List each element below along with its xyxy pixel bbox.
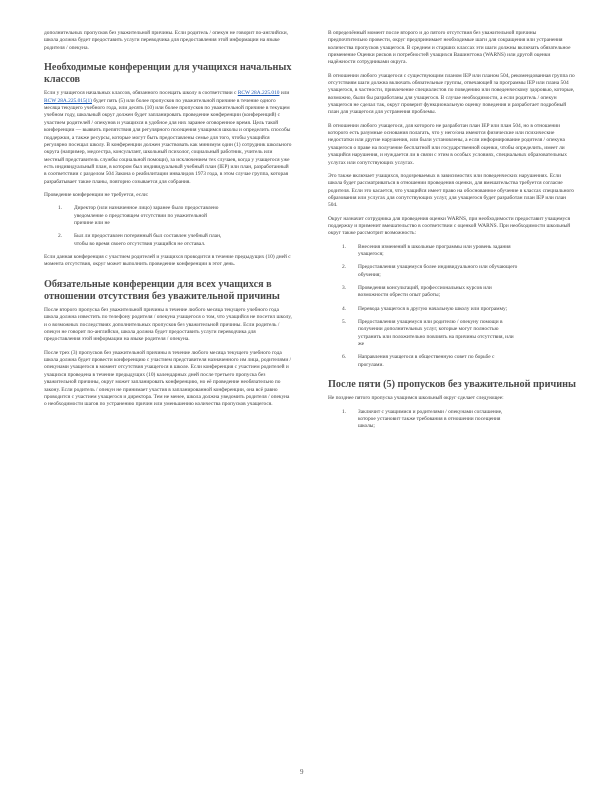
list-text: Был ли предоставлен потерянный был составлен учебный план, чтобы во время своего отсутствия учащийся не отставал.	[74, 233, 222, 247]
list-number: 6.	[342, 354, 347, 361]
paragraph: Округ назначит сотрудника для проведения оценки WARNS, при необходимости предоставит учащемуся поддержку и применит вмешательство в соответствии с оценкой WARNS. При необходимости школьный округ также рассмотрит возможность:	[328, 215, 571, 237]
paragraph: В определённый момент после второго и до пятого отсутствия без уважительной причины предпочтительно провести, округ предпринимает необходимые шаги для сокращения или устранения количества пропусков учащегося. В среднем и старших классах эти шаги должны включать обязательное применение Оценки рисков и потребностей учащихся Вашингтона (WARNS) или другой оценки надёжности сотрудниками округа.	[328, 30, 571, 66]
left-column	[44, 30, 292, 415]
paragraph: дополнительных пропусков без уважительной причины. Если родитель / опекун не говорит по-английски, школа должна будет предоставить услуги переводчика для предоставления этой информации на языке родителя / опекуна.	[44, 30, 288, 51]
paragraph: В отношении любого учащегося, для которого не разработан план IEP или план 504, но в отношении которого есть разумные основания полагать, что у него/она имеются физические или психические недостатки или другие нарушения, или были установлены, а если информирование родителя / опекуна учащегося о праве на получение бесплатной или государственной оценки, чтобы определить, имеет ли учащийся нарушения, и нуждается ли в связи с этим в особых условиях, специальных образовательных услугах или сопутствующих услугах.	[328, 122, 567, 166]
list-text: Директор (или назначенное лицо) заранее было предоставлено уведомление о предстоящем отсутствии по уважительной причине или не	[74, 205, 219, 226]
list-number: 5.	[342, 319, 347, 325]
list-number: 4.	[342, 305, 347, 312]
list-item	[44, 233, 292, 248]
text-run: или	[280, 90, 290, 97]
paragraph: Проведение конференции не требуется, если:	[44, 191, 149, 198]
rcw-link-1[interactable]: RCW 28A.225.010	[237, 90, 280, 97]
section-heading: После пяти (5) пропусков без уважительной причины	[328, 379, 576, 391]
list-number: 1.	[342, 408, 347, 415]
paragraph: Если данная конференция с участием родителей и учащихся проводится в течение предыдущих (10) дней с момента отсутствия, округ может выполнить проведение конференции в этот день.	[44, 253, 291, 268]
list-text: Предоставления учащемуся или родителю / опекуну помощи в получении дополнительных услуг, которые могут полностью устранить или положительно повлиять на причины отсутствия, или же	[358, 319, 514, 348]
list-item	[328, 306, 576, 313]
paragraph-with-links	[44, 90, 292, 185]
list-number: 2.	[342, 264, 347, 271]
list-item	[328, 354, 576, 369]
paragraph: Не позднее пятого пропуска учащимся школьный округ сделает следующее:	[328, 395, 504, 402]
list-text: Предоставления учащемуся более индивидуального или обучающего обучения;	[358, 264, 518, 278]
list-number: 1.	[342, 243, 347, 250]
list-item	[328, 319, 576, 348]
list-text: Перевода учащегося в другую начальную школу или программу;	[358, 305, 508, 312]
paragraph: В отношении любого учащегося с существующим планом IEP или планом 504, рекомендованная группа по отсутствиям шаги должна включать обязательные группы, отвечающей за программы IEP или плана 504 учащегося, в частности, привлечение специалистов по поведению или поведенческому здоровью, которые, возможно, были бы разработаны для учащегося. В случае необходимости, а если родитель / опекун учащегося не сделал так, округ проверит функциональную оценку поведения и разработает подробный план для учащегося для устранения проблемы.	[328, 72, 575, 116]
numbered-list	[328, 244, 576, 369]
paragraph: Это также включает учащихся, подозреваемых в зависимостях или поведенческих нарушениях. Если школа будет рассматриваться в отношении проведения оценки, для вмешательства требуется согласие родителя. Если это касается, что учащийся имеет право на обоснованное обучение в классах специального образования или услугах для сопутствующих услуг, для учащегося будет разработан план IEP или план 504.	[328, 172, 574, 209]
section-heading: Обязательные конференции для всех учащихся в отношении отсутствия без уважительной причины	[44, 278, 280, 302]
numbered-list	[328, 409, 576, 431]
right-column	[328, 30, 576, 437]
paragraph: После трех (3) пропусков без уважительной причины в течение любого месяца текущего учебного года школа должна будет провести конференцию с участием представителя назначенного им лица, родителями / опекунами учащегося в момент отсутствия учащегося в школе. Если конференция с участием родителей и учащихся проведена в течение предыдущих (10) календарных дней после третьего пропуска без уважительной причины, округ может запланировать конференцию, но её проведение необязательно по закону. Если родитель / опекун не принимает участия в запланированной конференции, она всё равно проводится с участием учащегося и директора. Тем не менее, школа должна уведомить родителя / опекуна о необходимости шагов по устранению причин или уменьшению количества пропусков учащегося.	[44, 349, 292, 408]
list-number: 1.	[58, 205, 63, 212]
list-text: Направления учащегося в общественную совет по борьбе с прогулами.	[358, 354, 495, 368]
list-text: Заключит с учащимися и родителями / опекунами соглашение, которое установит также требования в отношении посещения школы;	[358, 408, 503, 430]
list-item	[328, 285, 576, 300]
text-run: будет пять (5) или более пропусков по уважительной причине в течение одного месяца текущего учебного года, или десять (10) или более пропусков по уважительной причине в текущем учебном году, школьный округ должен будет запланировать проведение конференции (конференций) с участием родителей / опекунов и учащихся в удобное для них заранее оговоренное время. Цель такой конференции — выявить препятствия для регулярного посещения учащимся школы и определить способы поддержки, а также ресурсы, которые могут быть предоставлены семье для того, чтобы учащийся регулярно посещал школу. В конференции должен участвовать как минимум один (1) сотрудник школьного округа (например, медсестра, консультант, школьный психолог, социальный работник, учитель или местный представитель службы социальной помощи), за исключением тех случаев, когда у учащегося уже есть индивидуальный план, в котором был индивидуальный учебный план (IEP) или план, разработанный в соответствии с разделом 504 Закона о реабилитации инвалидов 1973 года, в этом случае группа, которая разрабатывает такие планы, повторно созывается для собрания.	[44, 97, 292, 185]
list-item	[328, 409, 576, 431]
section-heading: Необходимые конференции для учащихся начальных классов	[44, 62, 292, 86]
list-text: Внесения изменений в школьные программы или уровень задания учащегося;	[358, 243, 511, 257]
numbered-list	[44, 205, 292, 248]
list-item	[328, 244, 576, 259]
text-run: Если у учащегося начальных классов, обязанного посещать школу в соответствии с	[44, 90, 237, 97]
list-text: Проведения консультаций, профессиональных курсов или возможности обрести опыт работы;	[358, 284, 492, 299]
paragraph: После второго пропуска без уважительной причины в течение любого месяца текущего учебного года школа должна известить по телефону родителя / опекуна учащегося о том, что учащийся не посетил школу, и о возможных последствиях дополнительных пропусков без уважительной причины. Если родитель / опекун не говорит по-английски, школа должна будет предоставить услуги переводчика для предоставления этой информации на языке родителя / опекуна.	[44, 307, 292, 343]
list-number: 2.	[58, 233, 63, 240]
list-item	[328, 264, 576, 279]
rcw-link-2[interactable]: RCW 28A.225.015(1)	[44, 97, 92, 104]
list-item	[44, 205, 292, 227]
page-number: 9	[300, 768, 304, 776]
list-number: 3.	[342, 284, 347, 291]
